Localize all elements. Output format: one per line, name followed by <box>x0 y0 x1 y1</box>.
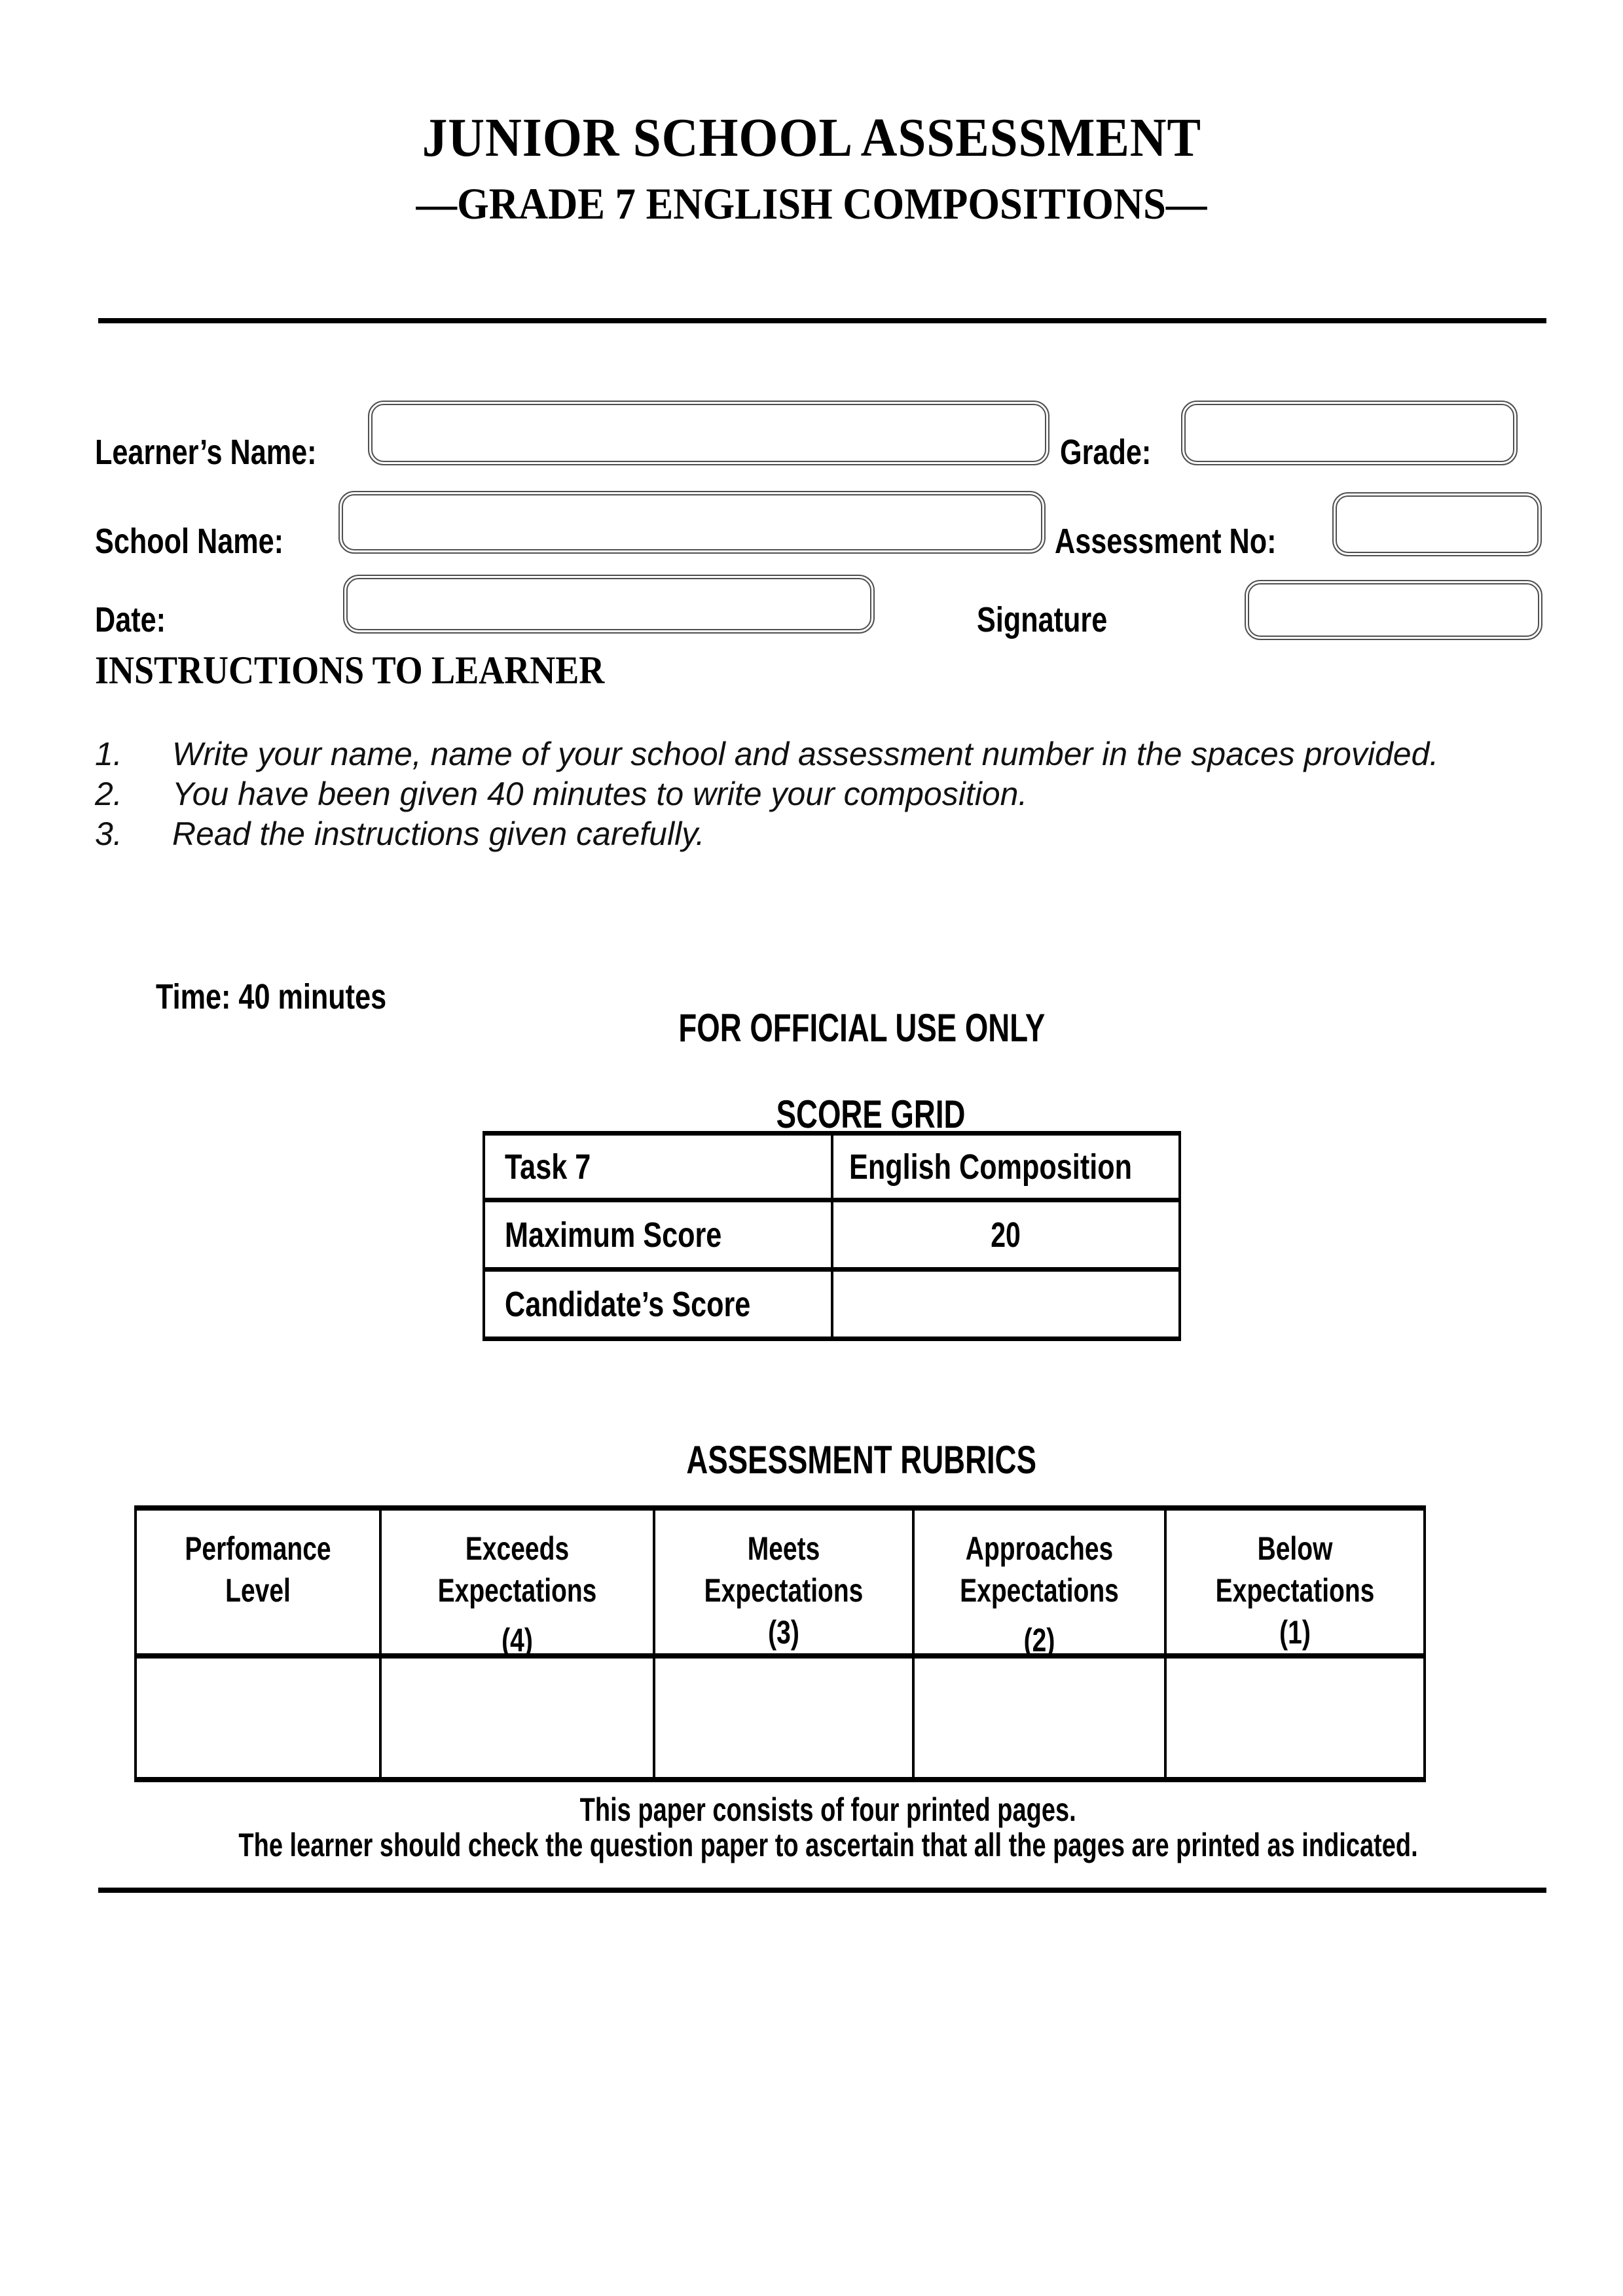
instruction-item-1 <box>95 734 1496 774</box>
learner-name-label: Learner’s Name: <box>95 433 317 472</box>
signature-label: Signature <box>977 600 1108 639</box>
instruction-item-2 <box>95 774 1496 814</box>
instruction-item-3 <box>95 814 1496 854</box>
rubric-blank-cell-3[interactable] <box>654 1656 913 1780</box>
grade-box[interactable] <box>1181 401 1518 465</box>
rubrics-heading: ASSESSMENT RUBRICS <box>686 1438 1037 1482</box>
rubric-header-performance-level: Perfomance Level <box>136 1508 380 1656</box>
rubric-header-below: Below Expectations (1) <box>1165 1508 1425 1656</box>
top-divider-rule <box>98 318 1546 323</box>
max-score-value-cell: 20 <box>832 1200 1180 1270</box>
rubric-blank-cell-5[interactable] <box>1165 1656 1425 1780</box>
signature-box[interactable] <box>1245 580 1542 640</box>
rubrics-blank-row <box>136 1656 1425 1780</box>
date-label: Date: <box>95 600 166 639</box>
instruction-text: Write your name, name of your school and assessment number in the spaces provided. <box>172 736 1439 772</box>
instruction-number: 2. <box>95 776 122 812</box>
rubric-blank-cell-1[interactable] <box>136 1656 380 1780</box>
score-grid-candidate-score-row <box>484 1270 1180 1339</box>
max-score-label-cell: Maximum Score <box>484 1200 832 1270</box>
score-grid-task-row <box>484 1134 1180 1200</box>
bottom-divider-rule <box>98 1888 1546 1893</box>
instructions-list <box>95 734 1496 854</box>
official-use-heading: FOR OFFICIAL USE ONLY <box>678 1006 1045 1050</box>
page-title <box>0 106 1623 170</box>
task-label-cell: Task 7 <box>484 1134 832 1200</box>
instruction-number: 3. <box>95 816 122 852</box>
score-grid-table <box>483 1131 1181 1341</box>
learner-name-box[interactable] <box>368 401 1049 465</box>
task-value-cell: English Composition <box>832 1134 1180 1200</box>
rubric-header-exceeds: Exceeds Expectations (4) <box>380 1508 654 1656</box>
instruction-text: Read the instructions given carefully. <box>172 816 705 852</box>
candidate-score-value-cell[interactable] <box>832 1270 1180 1339</box>
date-box[interactable] <box>343 575 875 634</box>
footer-note-check: The learner should check the question paper to ascertain that all the pages are printed as indicated. <box>238 1827 1418 1863</box>
assessment-no-label: Assessment No: <box>1055 522 1277 561</box>
score-grid-max-score-row <box>484 1200 1180 1270</box>
candidate-score-label-cell: Candidate’s Score <box>484 1270 832 1339</box>
rubric-blank-cell-4[interactable] <box>913 1656 1165 1780</box>
school-name-box[interactable] <box>338 491 1046 554</box>
grade-label: Grade: <box>1060 433 1152 472</box>
instruction-number: 1. <box>95 736 122 772</box>
time-allocation: Time: 40 minutes <box>156 977 387 1016</box>
rubric-header-meets: Meets Expectations (3) <box>654 1508 913 1656</box>
instruction-text: You have been given 40 minutes to write your composition. <box>172 776 1028 812</box>
rubrics-header-row <box>136 1508 1425 1656</box>
score-grid-heading: SCORE GRID <box>776 1092 966 1136</box>
assessment-no-box[interactable] <box>1332 492 1542 556</box>
rubric-blank-cell-2[interactable] <box>380 1656 654 1780</box>
assessment-rubrics-table <box>134 1505 1426 1782</box>
footer-note-pages: This paper consists of four printed pages. <box>579 1791 1077 1828</box>
instructions-heading: INSTRUCTIONS TO LEARNER <box>95 649 605 692</box>
rubric-header-approaches: Approaches Expectations (2) <box>913 1508 1165 1656</box>
page-subtitle <box>0 178 1623 230</box>
school-name-label: School Name: <box>95 522 284 561</box>
page-title-text: JUNIOR SCHOOL ASSESSMENT <box>422 107 1201 168</box>
page-subtitle-text: —GRADE 7 ENGLISH COMPOSITIONS— <box>416 179 1207 228</box>
